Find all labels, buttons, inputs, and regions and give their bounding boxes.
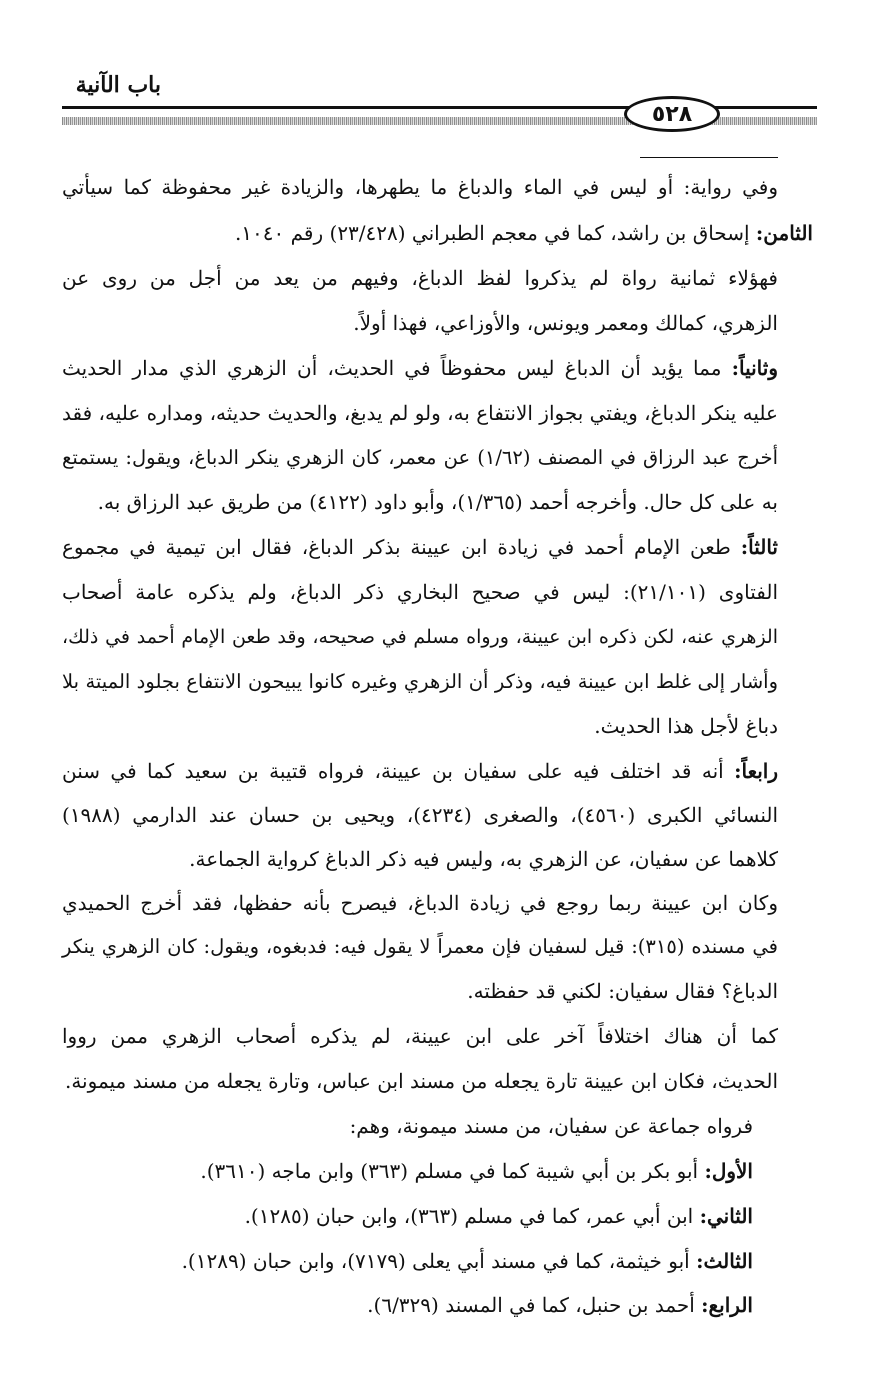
text-line: به على كل حال. وأخرجه أحمد (١/٣٦٥)، وأبو داود (٤١٢٢) من طريق عبد الرزاق به. [97, 490, 778, 514]
text-line: عليه ينكر الدباغ، ويفتي بجواز الانتفاع به، ولو لم يدبغ، والحديث حديثه، ومداره عليه، فقد [61, 401, 778, 425]
text-line: الزهري عنه، لكن ذكره ابن عيينة، ورواه مسلم في صحيحه، وقد طعن الإمام أحمد في ذلك، [62, 626, 778, 648]
text-line: فهؤلاء ثمانية رواة لم يذكروا لفظ الدباغ، وفيهم من يعد من أجل من روى عن [62, 266, 778, 290]
text-line: كلاهما عن سفيان، عن الزهري به، وليس فيه ذكر الدباغ كرواية الجماعة. [189, 847, 778, 871]
text-line: وفي رواية: أو ليس في الماء والدباغ ما يطهرها، والزيادة غير محفوظة كما سيأتي [62, 175, 778, 199]
text-line: الثالث: أبو خيثمة، كما في مسند أبي يعلى (٧١٧٩)، وابن حبان (١٢٨٩). [181, 1249, 753, 1273]
page-number: ٥٢٨ [624, 96, 720, 132]
enumerator-label: وثانياً: [731, 356, 778, 380]
text-line: كما أن هناك اختلافاً آخر على ابن عيينة، لم يذكره أصحاب الزهري ممن رووا [62, 1024, 778, 1048]
text-line: الثاني: ابن أبي عمر، كما في مسلم (٣٦٣)، وابن حبان (١٢٨٥). [244, 1204, 753, 1228]
enumerator-label: رابعاً: [734, 759, 778, 783]
enumerator-label: الثامن: [755, 221, 813, 245]
chapter-title: باب الآنية [75, 72, 161, 98]
text-line: ثالثاً: طعن الإمام أحمد في زيادة ابن عيينة بذكر الدباغ، فقال ابن تيمية في مجموع [62, 535, 778, 559]
text-line: الزهري، كمالك ومعمر ويونس، والأوزاعي، فهذا أولاً. [353, 311, 778, 335]
text-line: أخرج عبد الرزاق في المصنف (١/٦٢) عن معمر، كان الزهري ينكر الدباغ، ويقول: يستمتع [62, 446, 778, 469]
text-line: في مسنده (٣١٥): قيل لسفيان فإن معمراً لا يقول فيه: فدبغوه، ويقول: كان الزهري ينكر [62, 935, 778, 958]
text-line: النسائي الكبرى (٤٥٦٠)، والصغرى (٤٢٣٤)، ويحيى بن حسان عند الدارمي (١٩٨٨) [62, 803, 778, 827]
text-line: فرواه جماعة عن سفيان، من مسند ميمونة، وهم: [349, 1114, 753, 1138]
enumerator-label: الأول: [704, 1159, 753, 1183]
text-line: الحديث، فكان ابن عيينة تارة يجعله من مسند ابن عباس، وتارة يجعله من مسند ميمونة. [64, 1069, 778, 1093]
text-line: وثانياً: مما يؤيد أن الدباغ ليس محفوظاً في الحديث، أن الزهري الذي مدار الحديث [62, 356, 778, 380]
enumerator-label: الثالث: [696, 1249, 753, 1273]
text-line: الفتاوى (٢١/١٠١): ليس في صحيح البخاري ذكر الدباغ، ولم يذكره عامة أصحاب [62, 580, 778, 604]
text-line: وكان ابن عيينة ربما روجع في زيادة الدباغ، فيصرح بأنه حفظها، فقد أخرج الحميدي [62, 891, 778, 915]
text-line: رابعاً: أنه قد اختلف فيه على سفيان بن عيينة، فرواه قتيبة بن سعيد كما في سنن [62, 759, 778, 783]
enumerator-label: ثالثاً: [740, 535, 778, 559]
text-line: وأشار إلى غلط ابن عيينة فيه، وذكر أن الزهري وغيره كانوا يبيحون الانتفاع بجلود الميتة بلا [62, 670, 778, 693]
text-line: الأول: أبو بكر بن أبي شيبة كما في مسلم (٣٦٣) وابن ماجه (٣٦١٠). [200, 1159, 753, 1183]
separator-rule [640, 157, 778, 158]
text-line: الرابع: أحمد بن حنبل، كما في المسند (٦/٣٢٩). [367, 1293, 753, 1317]
enumerator-label: الرابع: [701, 1293, 753, 1317]
text-line: دباغ لأجل هذا الحديث. [594, 714, 778, 738]
text-line: الدباغ؟ فقال سفيان: لكني قد حفظته. [467, 979, 778, 1003]
enumerator-label: الثاني: [699, 1204, 753, 1228]
text-line: الثامن: إسحاق بن راشد، كما في معجم الطبراني (٢٣/٤٢٨) رقم ١٠٤٠. [234, 221, 813, 245]
